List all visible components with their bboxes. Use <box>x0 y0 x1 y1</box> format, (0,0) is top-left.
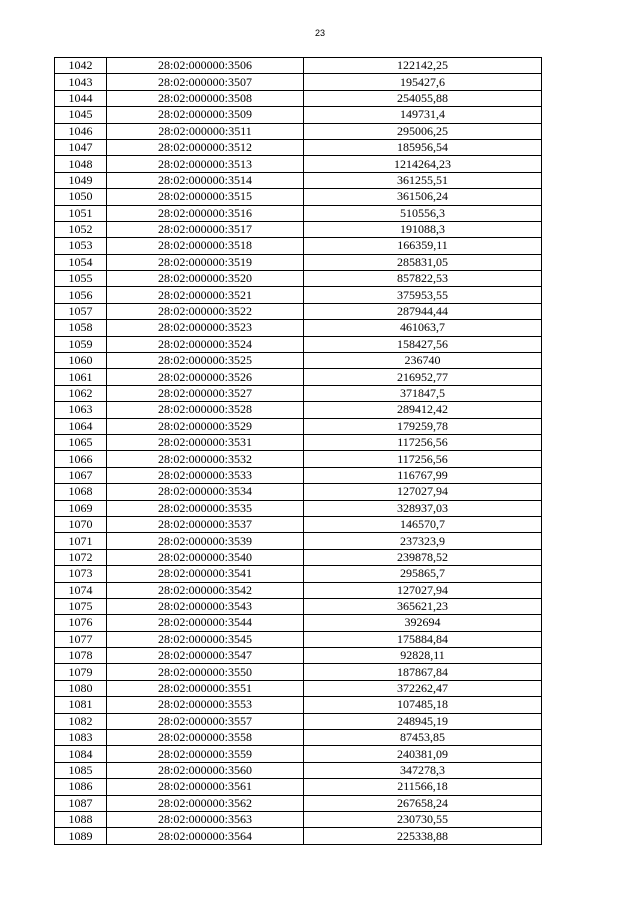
cadastral-number-cell: 28:02:000000:3515 <box>107 189 304 205</box>
value-cell: 146570,7 <box>304 516 542 532</box>
value-cell: 392694 <box>304 615 542 631</box>
cadastral-number-cell: 28:02:000000:3558 <box>107 730 304 746</box>
row-number-cell: 1072 <box>55 549 107 565</box>
cadastral-number-cell: 28:02:000000:3561 <box>107 779 304 795</box>
table-row <box>55 172 542 188</box>
table-row <box>55 353 542 369</box>
cadastral-number-cell: 28:02:000000:3516 <box>107 205 304 221</box>
value-cell: 295865,7 <box>304 566 542 582</box>
value-cell: 117256,56 <box>304 434 542 450</box>
cadastral-number-cell: 28:02:000000:3522 <box>107 303 304 319</box>
cadastral-number-cell: 28:02:000000:3511 <box>107 123 304 139</box>
value-cell: 328937,03 <box>304 500 542 516</box>
cadastral-number-cell: 28:02:000000:3528 <box>107 402 304 418</box>
table-row <box>55 598 542 614</box>
cadastral-number-cell: 28:02:000000:3507 <box>107 74 304 90</box>
table-row <box>55 238 542 254</box>
table-row <box>55 271 542 287</box>
row-number-cell: 1066 <box>55 451 107 467</box>
table-row <box>55 615 542 631</box>
table-row <box>55 451 542 467</box>
value-cell: 87453,85 <box>304 730 542 746</box>
table-row <box>55 500 542 516</box>
page-number: 23 <box>314 28 325 38</box>
row-number-cell: 1044 <box>55 90 107 106</box>
value-cell: 158427,56 <box>304 336 542 352</box>
cadastral-number-cell: 28:02:000000:3563 <box>107 811 304 827</box>
table-row <box>55 123 542 139</box>
value-cell: 116767,99 <box>304 467 542 483</box>
row-number-cell: 1058 <box>55 320 107 336</box>
value-cell: 175884,84 <box>304 631 542 647</box>
value-cell: 461063,7 <box>304 320 542 336</box>
value-cell: 289412,42 <box>304 402 542 418</box>
value-cell: 117256,56 <box>304 451 542 467</box>
value-cell: 371847,5 <box>304 385 542 401</box>
value-cell: 191088,3 <box>304 221 542 237</box>
cadastral-number-cell: 28:02:000000:3514 <box>107 172 304 188</box>
row-number-cell: 1059 <box>55 336 107 352</box>
cadastral-number-cell: 28:02:000000:3550 <box>107 664 304 680</box>
cadastral-number-cell: 28:02:000000:3506 <box>107 58 304 74</box>
cadastral-number-cell: 28:02:000000:3539 <box>107 533 304 549</box>
row-number-cell: 1071 <box>55 533 107 549</box>
cadastral-number-cell: 28:02:000000:3557 <box>107 713 304 729</box>
value-cell: 216952,77 <box>304 369 542 385</box>
value-cell: 187867,84 <box>304 664 542 680</box>
cadastral-number-cell: 28:02:000000:3545 <box>107 631 304 647</box>
table-row <box>55 828 542 844</box>
row-number-cell: 1067 <box>55 467 107 483</box>
value-cell: 127027,94 <box>304 484 542 500</box>
row-number-cell: 1047 <box>55 139 107 155</box>
row-number-cell: 1089 <box>55 828 107 844</box>
row-number-cell: 1046 <box>55 123 107 139</box>
value-cell: 149731,4 <box>304 107 542 123</box>
value-cell: 239878,52 <box>304 549 542 565</box>
row-number-cell: 1073 <box>55 566 107 582</box>
row-number-cell: 1051 <box>55 205 107 221</box>
value-cell: 510556,3 <box>304 205 542 221</box>
value-cell: 127027,94 <box>304 582 542 598</box>
table-row <box>55 484 542 500</box>
table-row <box>55 189 542 205</box>
row-number-cell: 1056 <box>55 287 107 303</box>
table-row <box>55 779 542 795</box>
cadastral-number-cell: 28:02:000000:3551 <box>107 680 304 696</box>
value-cell: 225338,88 <box>304 828 542 844</box>
value-cell: 1214264,23 <box>304 156 542 172</box>
row-number-cell: 1060 <box>55 353 107 369</box>
value-cell: 361255,51 <box>304 172 542 188</box>
table-row <box>55 107 542 123</box>
table-row <box>55 549 542 565</box>
cadastral-number-cell: 28:02:000000:3540 <box>107 549 304 565</box>
cadastral-number-cell: 28:02:000000:3523 <box>107 320 304 336</box>
value-cell: 267658,24 <box>304 795 542 811</box>
value-cell: 195427,6 <box>304 74 542 90</box>
value-cell: 372262,47 <box>304 680 542 696</box>
row-number-cell: 1048 <box>55 156 107 172</box>
cadastral-number-cell: 28:02:000000:3562 <box>107 795 304 811</box>
cadastral-number-cell: 28:02:000000:3513 <box>107 156 304 172</box>
table-row <box>55 254 542 270</box>
table-row <box>55 320 542 336</box>
value-cell: 254055,88 <box>304 90 542 106</box>
cadastral-number-cell: 28:02:000000:3521 <box>107 287 304 303</box>
cadastral-number-cell: 28:02:000000:3527 <box>107 385 304 401</box>
value-cell: 236740 <box>304 353 542 369</box>
value-cell: 361506,24 <box>304 189 542 205</box>
cadastral-number-cell: 28:02:000000:3547 <box>107 648 304 664</box>
cadastral-number-cell: 28:02:000000:3564 <box>107 828 304 844</box>
row-number-cell: 1052 <box>55 221 107 237</box>
value-cell: 122142,25 <box>304 58 542 74</box>
value-cell: 211566,18 <box>304 779 542 795</box>
row-number-cell: 1088 <box>55 811 107 827</box>
table-row <box>55 697 542 713</box>
row-number-cell: 1069 <box>55 500 107 516</box>
table-row <box>55 762 542 778</box>
cadastral-number-cell: 28:02:000000:3544 <box>107 615 304 631</box>
row-number-cell: 1083 <box>55 730 107 746</box>
table-row <box>55 795 542 811</box>
table-row <box>55 533 542 549</box>
value-cell: 92828,11 <box>304 648 542 664</box>
row-number-cell: 1057 <box>55 303 107 319</box>
table-row <box>55 385 542 401</box>
row-number-cell: 1061 <box>55 369 107 385</box>
cadastral-number-cell: 28:02:000000:3524 <box>107 336 304 352</box>
value-cell: 179259,78 <box>304 418 542 434</box>
table-row <box>55 631 542 647</box>
value-cell: 347278,3 <box>304 762 542 778</box>
table-row <box>55 303 542 319</box>
value-cell: 230730,55 <box>304 811 542 827</box>
row-number-cell: 1055 <box>55 271 107 287</box>
cadastral-number-cell: 28:02:000000:3534 <box>107 484 304 500</box>
row-number-cell: 1065 <box>55 434 107 450</box>
table-row <box>55 467 542 483</box>
table-row <box>55 418 542 434</box>
row-number-cell: 1078 <box>55 648 107 664</box>
cadastral-number-cell: 28:02:000000:3508 <box>107 90 304 106</box>
row-number-cell: 1062 <box>55 385 107 401</box>
value-cell: 107485,18 <box>304 697 542 713</box>
row-number-cell: 1049 <box>55 172 107 188</box>
table-row <box>55 746 542 762</box>
value-cell: 375953,55 <box>304 287 542 303</box>
table-row <box>55 434 542 450</box>
table-row <box>55 680 542 696</box>
value-cell: 166359,11 <box>304 238 542 254</box>
row-number-cell: 1068 <box>55 484 107 500</box>
cadastral-number-cell: 28:02:000000:3525 <box>107 353 304 369</box>
table-row <box>55 205 542 221</box>
cadastral-number-cell: 28:02:000000:3533 <box>107 467 304 483</box>
row-number-cell: 1070 <box>55 516 107 532</box>
row-number-cell: 1087 <box>55 795 107 811</box>
table-body <box>55 58 542 845</box>
value-cell: 237323,9 <box>304 533 542 549</box>
row-number-cell: 1063 <box>55 402 107 418</box>
cadastral-number-cell: 28:02:000000:3542 <box>107 582 304 598</box>
value-cell: 185956,54 <box>304 139 542 155</box>
table-row <box>55 402 542 418</box>
row-number-cell: 1086 <box>55 779 107 795</box>
cadastral-number-cell: 28:02:000000:3537 <box>107 516 304 532</box>
table-row <box>55 516 542 532</box>
cadastral-number-cell: 28:02:000000:3560 <box>107 762 304 778</box>
table-row <box>55 566 542 582</box>
table-row <box>55 139 542 155</box>
cadastral-number-cell: 28:02:000000:3559 <box>107 746 304 762</box>
cadastral-number-cell: 28:02:000000:3526 <box>107 369 304 385</box>
table-row <box>55 58 542 74</box>
row-number-cell: 1081 <box>55 697 107 713</box>
cadastral-number-cell: 28:02:000000:3535 <box>107 500 304 516</box>
value-cell: 365621,23 <box>304 598 542 614</box>
row-number-cell: 1074 <box>55 582 107 598</box>
row-number-cell: 1077 <box>55 631 107 647</box>
cadastral-number-cell: 28:02:000000:3529 <box>107 418 304 434</box>
cadastral-number-cell: 28:02:000000:3541 <box>107 566 304 582</box>
cadastral-number-cell: 28:02:000000:3512 <box>107 139 304 155</box>
data-table <box>54 57 542 845</box>
table-row <box>55 74 542 90</box>
value-cell: 240381,09 <box>304 746 542 762</box>
table-row <box>55 287 542 303</box>
cadastral-number-cell: 28:02:000000:3509 <box>107 107 304 123</box>
row-number-cell: 1054 <box>55 254 107 270</box>
row-number-cell: 1080 <box>55 680 107 696</box>
cadastral-number-cell: 28:02:000000:3531 <box>107 434 304 450</box>
row-number-cell: 1042 <box>55 58 107 74</box>
cadastral-number-cell: 28:02:000000:3532 <box>107 451 304 467</box>
row-number-cell: 1082 <box>55 713 107 729</box>
cadastral-number-cell: 28:02:000000:3553 <box>107 697 304 713</box>
value-cell: 287944,44 <box>304 303 542 319</box>
row-number-cell: 1079 <box>55 664 107 680</box>
row-number-cell: 1064 <box>55 418 107 434</box>
table-row <box>55 730 542 746</box>
cadastral-number-cell: 28:02:000000:3517 <box>107 221 304 237</box>
table-row <box>55 648 542 664</box>
cadastral-number-cell: 28:02:000000:3518 <box>107 238 304 254</box>
row-number-cell: 1084 <box>55 746 107 762</box>
row-number-cell: 1050 <box>55 189 107 205</box>
table-row <box>55 811 542 827</box>
table-row <box>55 582 542 598</box>
cadastral-number-cell: 28:02:000000:3520 <box>107 271 304 287</box>
value-cell: 285831,05 <box>304 254 542 270</box>
row-number-cell: 1053 <box>55 238 107 254</box>
row-number-cell: 1085 <box>55 762 107 778</box>
cadastral-number-cell: 28:02:000000:3543 <box>107 598 304 614</box>
table-row <box>55 156 542 172</box>
table-row <box>55 713 542 729</box>
table-row <box>55 90 542 106</box>
table-row <box>55 664 542 680</box>
value-cell: 857822,53 <box>304 271 542 287</box>
value-cell: 295006,25 <box>304 123 542 139</box>
value-cell: 248945,19 <box>304 713 542 729</box>
table-row <box>55 221 542 237</box>
table-row <box>55 369 542 385</box>
row-number-cell: 1075 <box>55 598 107 614</box>
row-number-cell: 1045 <box>55 107 107 123</box>
cadastral-number-cell: 28:02:000000:3519 <box>107 254 304 270</box>
row-number-cell: 1076 <box>55 615 107 631</box>
row-number-cell: 1043 <box>55 74 107 90</box>
table-row <box>55 336 542 352</box>
